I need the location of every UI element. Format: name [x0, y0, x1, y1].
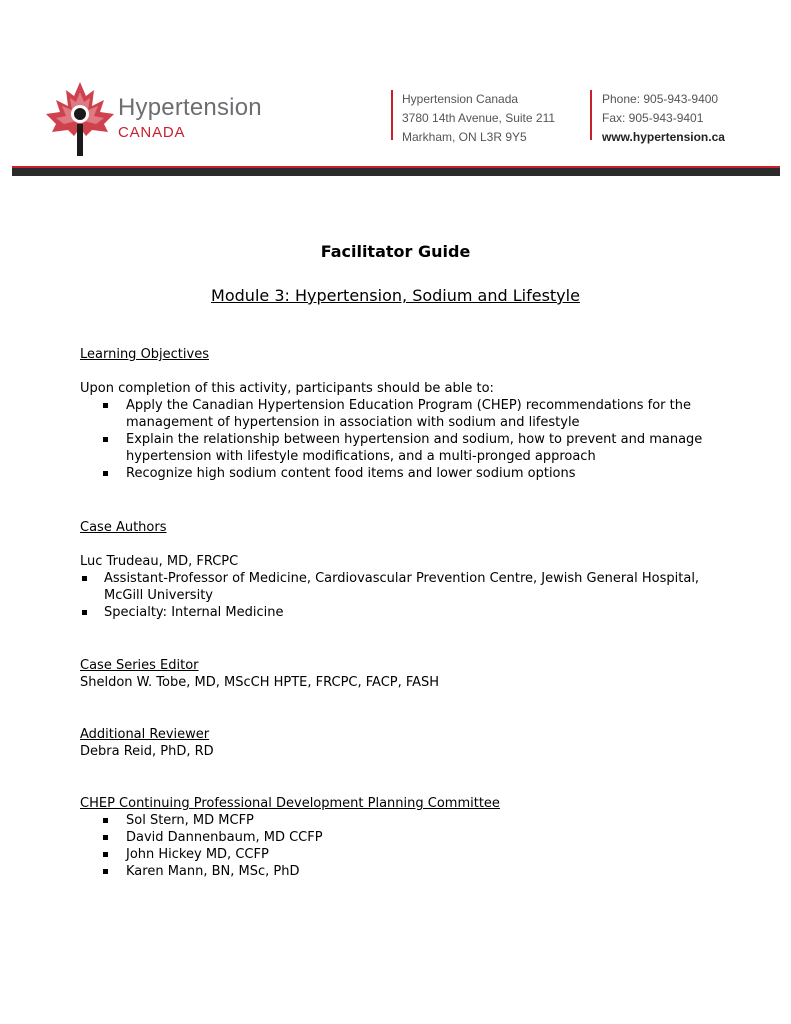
additional-reviewer-section [80, 726, 740, 760]
hypertension-canada-logo [44, 80, 264, 160]
section-heading: Case Authors [80, 520, 167, 535]
list-item: Assistant-Professor of Medicine, Cardiovascular Prevention Centre, Jewish General Hospital, McGill University [80, 570, 740, 604]
logo-wordmark: Hypertension [118, 94, 262, 121]
learning-objectives-section [80, 346, 740, 482]
phone: Phone: 905-943-9400 [602, 92, 719, 106]
list-item: Apply the Canadian Hypertension Education Program (CHEP) recommendations for the management of hypertension in association with sodium and lifestyle [80, 397, 740, 431]
list-item: Sol Stern, MD MCFP [80, 812, 740, 829]
logo-wordmark-sub: CANADA [118, 124, 186, 141]
list-item: Karen Mann, BN, MSc, PhD [80, 863, 740, 880]
objectives-list [80, 397, 740, 482]
address-line-1: 3780 14th Avenue, Suite 211 [402, 111, 556, 125]
committee-section [80, 795, 740, 880]
address-block [402, 90, 555, 147]
list-item: John Hickey MD, CCFP [80, 846, 740, 863]
contact-block [602, 90, 725, 147]
case-authors-section [80, 519, 740, 621]
committee-list [80, 812, 740, 880]
header-divider [391, 90, 393, 140]
list-item: Specialty: Internal Medicine [80, 604, 740, 621]
editor-name: Sheldon W. Tobe, MD, MScCH HPTE, FRCPC, FACP, FASH [80, 675, 440, 690]
maple-leaf-logo-icon [44, 80, 116, 160]
address-line-2: Markham, ON L3R 9Y5 [402, 130, 527, 144]
list-item: Recognize high sodium content food items and lower sodium options [80, 465, 740, 482]
section-heading: Case Series Editor [80, 658, 199, 673]
document-title: Facilitator Guide [320, 242, 471, 261]
reviewer-name: Debra Reid, PhD, RD [80, 744, 214, 759]
fax: Fax: 905-943-9401 [602, 111, 704, 125]
section-heading: CHEP Continuing Professional Development Planning Committee [80, 796, 500, 811]
author-details-list [80, 570, 740, 621]
author-name: Luc Trudeau, MD, FRCPC [80, 554, 239, 569]
section-heading: Additional Reviewer [80, 727, 210, 742]
module-title: Module 3: Hypertension, Sodium and Lifestyle [211, 286, 580, 305]
case-series-editor-section [80, 657, 740, 691]
list-item: David Dannenbaum, MD CCFP [80, 829, 740, 846]
letterhead [0, 0, 791, 180]
website-link[interactable]: www.hypertension.ca [602, 130, 725, 144]
list-item: Explain the relationship between hypertension and sodium, how to prevent and manage hypertension with lifestyle modifications, and a multi-pronged approach [80, 431, 740, 465]
objectives-intro: Upon completion of this activity, participants should be able to: [80, 381, 494, 396]
header-divider [590, 90, 592, 140]
section-heading: Learning Objectives [80, 347, 209, 362]
header-rule [12, 168, 780, 176]
org-name: Hypertension Canada [402, 92, 519, 106]
